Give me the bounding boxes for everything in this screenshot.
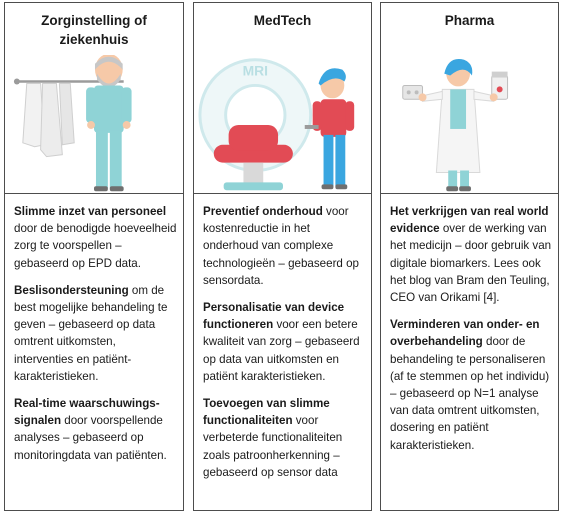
paragraph: Het verkrijgen van real world evidence over de werking van het medicijn – door gebruik van digitale biomarkers. Lees ook het blog van Bram den Teuling, CEO van Orikami [4]. [390,205,552,305]
column-body [390,203,552,464]
column-hospital [4,2,184,511]
paragraph: Personalisatie van device functioneren voor een betere kwaliteit van zorg – gebaseerd op data van uitkomsten en patiënt karakteristieken. [203,301,360,383]
pharmacist-illustration [381,55,558,195]
section-divider [381,193,558,194]
column-body [14,203,177,474]
paragraph: Verminderen van onder- en overbehandeling door de behandeling te personaliseren (af te stemmen op het individu) – gebaseerd op N=1 analyse van data omtrent uitkomsten, dosering en patiënt karakteristieken. [390,318,550,452]
paragraph: Preventief onderhoud voor kostenreductie in het onderhoud van complexe technologieën – gebaseerd op sensordata. [203,205,360,287]
paragraph: Beslisondersteuning om de best mogelijke behandeling te geven – gebaseerd op data omtrent uitkomsten, interventies en patiënt-karakteristieken. [14,283,168,383]
paragraph: Slimme inzet van personeel door de benodigde hoeveelheid zorg te voorspellen – gebaseerd op EPD data. [14,205,177,270]
column-body [203,203,365,491]
column-title: Zorginstelling of ziekenhuis [41,13,147,47]
section-divider [5,193,183,194]
section-divider [194,193,371,194]
paragraph: Real-time waarschuwings-signalen door voorspellende analyses – gebaseerd op monitoringdata van patiënten. [14,397,167,462]
hospital-staff-illustration [5,55,183,195]
column-pharma [380,2,559,511]
paragraph: Toevoegen van slimme functionaliteiten voor verbeterde functionaliteiten zoals patroonherkenning – gebaseerd op sensor data [203,397,343,479]
mri-label: MRI [242,62,268,79]
column-medtech [193,2,372,511]
mri-technician-illustration [194,55,371,195]
column-title: MedTech [253,13,312,28]
column-title: Pharma [444,13,495,28]
